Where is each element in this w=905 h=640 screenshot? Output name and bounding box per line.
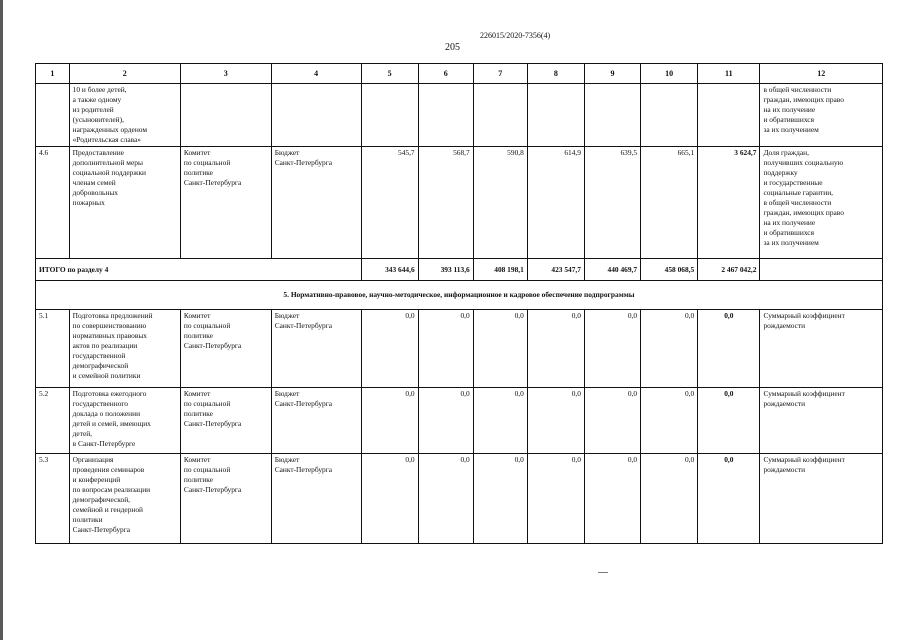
total-value: 440 469,7	[584, 259, 640, 281]
column-header: 6	[418, 64, 473, 84]
funding-source: Бюджет Санкт-Петербурга	[271, 147, 361, 259]
executor: Комитет по социальной политике Санкт-Петербурга	[180, 147, 271, 259]
table-row-5-2	[36, 388, 883, 454]
total-cell: 3 624,7	[698, 147, 760, 259]
total-label: ИТОГО по разделу 4	[36, 259, 362, 281]
value-cell: 568,7	[418, 147, 473, 259]
value-cell: 0,0	[473, 454, 527, 544]
value-cell: 0,0	[584, 310, 640, 388]
section-5-heading-row	[36, 281, 883, 310]
table-row-5-1	[36, 310, 883, 388]
indicator-text: Суммарный коэффициент рождаемости	[760, 388, 883, 454]
value-cell: 0,0	[584, 388, 640, 454]
value-cell: 0,0	[473, 388, 527, 454]
funding-source: Бюджет Санкт-Петербурга	[271, 388, 361, 454]
column-header: 4	[271, 64, 361, 84]
measure-name: Подготовка ежегодного государственного доклада о положении детей и семей, имеющих детей, в Санкт-Петербурге	[69, 388, 180, 454]
section-4-total-row	[36, 259, 883, 281]
column-header: 2	[69, 64, 180, 84]
indicator-text: Суммарный коэффициент рождаемости	[760, 310, 883, 388]
column-header: 10	[641, 64, 698, 84]
funding-source: Бюджет Санкт-Петербурга	[271, 310, 361, 388]
value-cell: 0,0	[527, 454, 584, 544]
value-cell: 0,0	[361, 454, 418, 544]
value-cell: 614,9	[527, 147, 584, 259]
value-cell: 590,8	[473, 147, 527, 259]
column-header: 12	[760, 64, 883, 84]
value-cell: 0,0	[527, 388, 584, 454]
total-value: 408 198,1	[473, 259, 527, 281]
row-number: 5.3	[36, 454, 70, 544]
value-cell: 0,0	[473, 310, 527, 388]
total-value: 343 644,6	[361, 259, 418, 281]
indicator-text: Доля граждан, получивших социальную поддержку и государственные социальные гарантии, в общей численности граждан, имеющих право на их получение и обратившихся за их получением	[760, 147, 883, 259]
measure-name: Организация проведения семинаров и конференций по вопросам реализации демографической, семейной и гендерной политики Санкт-Петербурга	[69, 454, 180, 544]
value-cell: 0,0	[361, 310, 418, 388]
table-row-5-3	[36, 454, 883, 544]
indicator-text: Суммарный коэффициент рождаемости	[760, 454, 883, 544]
grand-total-value: 2 467 042,2	[698, 259, 760, 281]
measure-name: Подготовка предложений по совершенствованию нормативных правовых актов по реализации государственной демографической и семейной политики	[69, 310, 180, 388]
value-cell: 0,0	[418, 388, 473, 454]
page-number: 205	[445, 42, 460, 53]
value-cell: 545,7	[361, 147, 418, 259]
value-cell: 0,0	[641, 310, 698, 388]
scan-edge-mark	[0, 0, 3, 640]
total-value: 393 113,6	[418, 259, 473, 281]
executor: Комитет по социальной политике Санкт-Петербурга	[180, 454, 271, 544]
total-value: 458 068,5	[641, 259, 698, 281]
row-number: 5.2	[36, 388, 70, 454]
executor: Комитет по социальной политике Санкт-Петербурга	[180, 310, 271, 388]
column-number-row	[36, 64, 883, 84]
scan-speck	[598, 572, 608, 573]
column-header: 8	[527, 64, 584, 84]
row-number: 4.6	[36, 147, 70, 259]
value-cell: 665,1	[641, 147, 698, 259]
indicator-text: в общей численности граждан, имеющих право на их получение и обратившихся за их получением	[760, 84, 883, 147]
measure-name: Предоставление дополнительной меры социальной поддержки членам семей добровольных пожарных	[69, 147, 180, 259]
value-cell: 0,0	[361, 388, 418, 454]
value-cell: 0,0	[527, 310, 584, 388]
value-cell: 0,0	[418, 310, 473, 388]
total-value: 423 547,7	[527, 259, 584, 281]
measure-name: 10 и более детей, а также одному из родителей (усыновителей), награжденных орденом «Родительская слава»	[69, 84, 180, 147]
funding-source: Бюджет Санкт-Петербурга	[271, 454, 361, 544]
value-cell: 0,0	[641, 388, 698, 454]
value-cell: 0,0	[584, 454, 640, 544]
section-title: 5. Нормативно-правовое, научно-методическое, информационное и кадровое обеспечение подпрограммы	[36, 281, 883, 310]
column-header: 9	[584, 64, 640, 84]
value-cell: 639,5	[584, 147, 640, 259]
column-header: 7	[473, 64, 527, 84]
table-row-4-6	[36, 147, 883, 259]
column-header: 1	[36, 64, 70, 84]
total-cell: 0,0	[698, 388, 760, 454]
row-number: 5.1	[36, 310, 70, 388]
table-row-continuation	[36, 84, 883, 147]
program-table	[35, 63, 883, 544]
column-header: 5	[361, 64, 418, 84]
document-id: 226015/2020-7356(4)	[480, 31, 551, 40]
value-cell: 0,0	[641, 454, 698, 544]
total-cell: 0,0	[698, 454, 760, 544]
value-cell: 0,0	[418, 454, 473, 544]
column-header: 11	[698, 64, 760, 84]
executor: Комитет по социальной политике Санкт-Петербурга	[180, 388, 271, 454]
total-cell: 0,0	[698, 310, 760, 388]
column-header: 3	[180, 64, 271, 84]
